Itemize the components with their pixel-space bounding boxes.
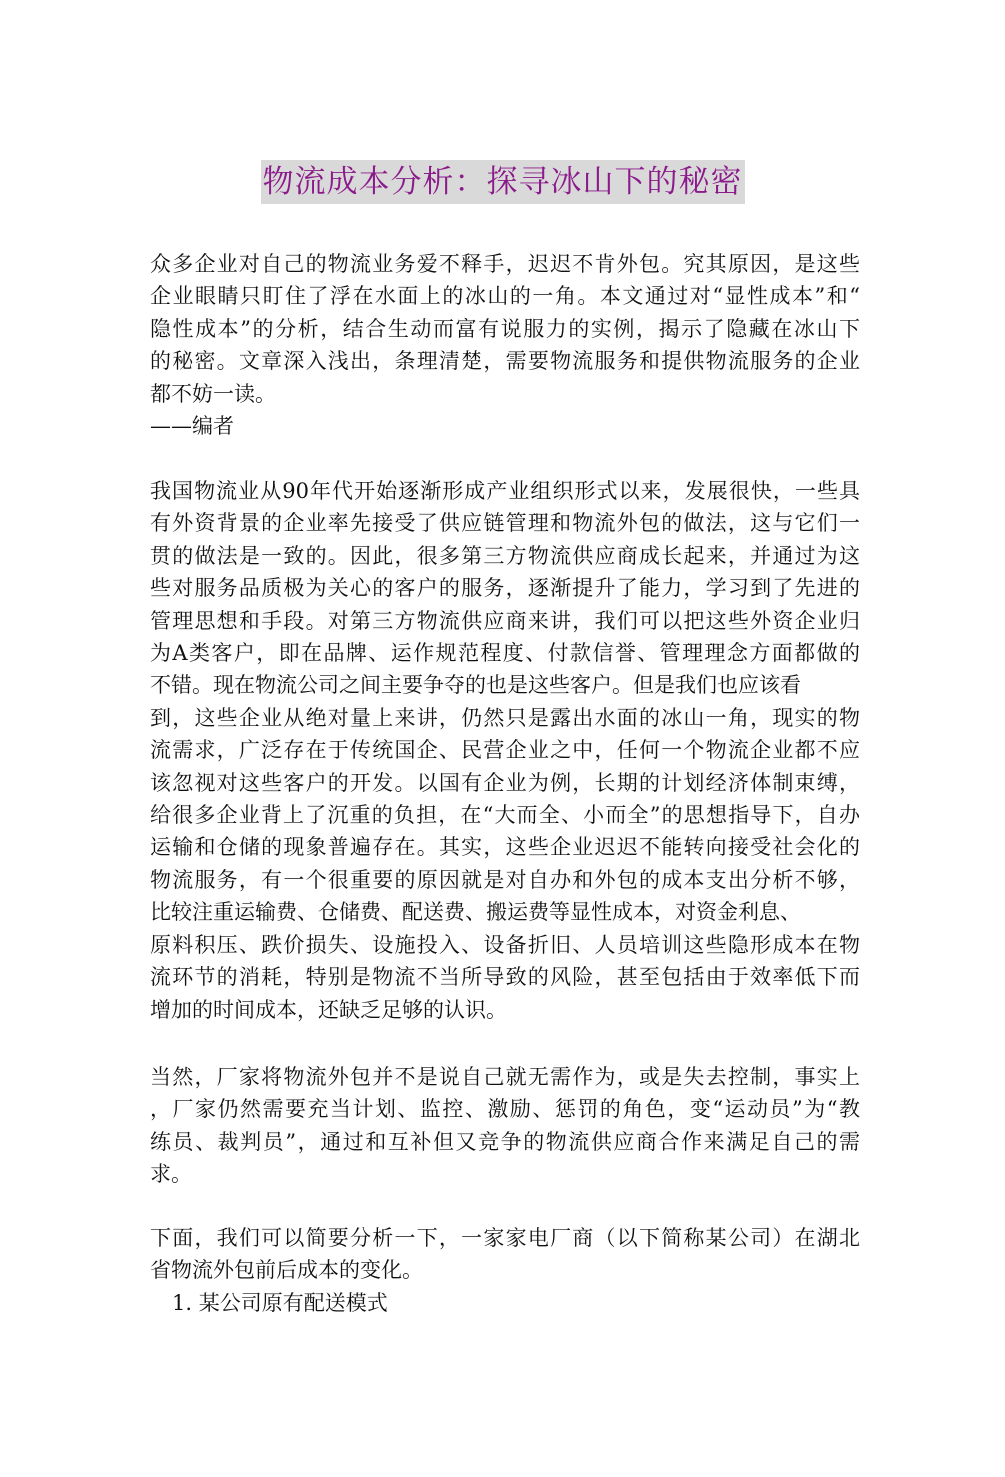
text-line: 下面，我们可以简要分析一下，一家家电厂商（以下简称某公司）在湖北 [150, 1226, 860, 1250]
text-line: 为A类客户，即在品牌、运作规范程度、付款信誉、管理理念方面都做的 [150, 641, 860, 666]
text-line: 省物流外包前后成本的变化。 [150, 1258, 423, 1283]
text-line: 管理思想和手段。对第三方物流供应商来讲，我们可以把这些外资企业归 [150, 608, 860, 633]
text-line: 流环节的消耗，特别是物流不当所导致的风险，甚至包括由于效率低下而 [150, 965, 860, 990]
text-line: 该忽视对这些客户的开发。以国有企业为例，长期的计划经济体制束缚， [150, 770, 860, 795]
text-line: 贯的做法是一致的。因此，很多第三方物流供应商成长起来，并通过为这 [150, 543, 860, 568]
text-line: 我国物流业从90年代开始逐渐形成产业组织形式以来，发展很快，一些具 [150, 479, 860, 503]
text-line: 物流服务，有一个很重要的原因就是对自办和外包的成本支出分析不够， [150, 867, 860, 892]
document-title: 物流成本分析：探寻冰山下的秘密 [261, 160, 745, 204]
text-line: 的秘密。文章深入浅出，条理清楚，需要物流服务和提供物流服务的企业 [150, 349, 860, 374]
text-line: 比较注重运输费、仓储费、配送费、搬运费等显性成本，对资金利息、 [150, 900, 801, 925]
text-line: 企业眼睛只盯住了浮在水面上的冰山的一角。本文通过对“显性成本”和“ [150, 284, 860, 309]
editor-intro-paragraph [150, 248, 860, 442]
text-line: 有外资背景的企业率先接受了供应链管理和物流外包的做法，这与它们一 [150, 511, 860, 536]
text-line: 不错。现在物流公司之间主要争夺的也是这些客户。但是我们也应该看 [150, 673, 801, 698]
title-container [0, 160, 1005, 204]
text-line: 到，这些企业从绝对量上来讲，仍然只是露出水面的冰山一角，现实的物 [150, 705, 860, 730]
text-line: 众多企业对自己的物流业务爱不释手，迟迟不肯外包。究其原因，是这些 [150, 252, 860, 276]
text-line: 给很多企业背上了沉重的负担，在“大而全、小而全”的思想指导下，自办 [150, 803, 860, 828]
text-line: 当然，厂家将物流外包并不是说自己就无需作为，或是失去控制，事实上 [150, 1065, 860, 1089]
numbered-list-item: 1. 某公司原有配送模式 [172, 1291, 388, 1315]
text-line: 都不妨一读。 [150, 381, 276, 406]
body-paragraph-1 [150, 475, 860, 1026]
text-line: 求。 [150, 1162, 192, 1187]
text-line: 些对服务品质极为关心的客户的服务，逐渐提升了能力，学习到了先进的 [150, 576, 860, 601]
body-paragraph-3 [150, 1222, 860, 1287]
text-line: 增加的时间成本，还缺乏足够的认识。 [150, 997, 507, 1022]
text-line: 练员、裁判员”，通过和互补但又竞争的物流供应商合作来满足自己的需 [150, 1129, 860, 1154]
text-line: 隐性成本”的分析，结合生动而富有说服力的实例，揭示了隐藏在冰山下 [150, 316, 860, 341]
editor-signature: ——编者 [150, 414, 234, 439]
text-line: 原料积压、跌价损失、设施投入、设备折旧、人员培训这些隐形成本在物 [150, 932, 860, 957]
text-line: 运输和仓储的现象普遍存在。其实，这些企业迟迟不能转向接受社会化的 [150, 835, 860, 860]
text-line: 流需求，广泛存在于传统国企、民营企业之中，任何一个物流企业都不应 [150, 738, 860, 763]
text-line: ，厂家仍然需要充当计划、监控、激励、惩罚的角色，变“运动员”为“教 [150, 1097, 860, 1122]
body-paragraph-2 [150, 1061, 860, 1191]
